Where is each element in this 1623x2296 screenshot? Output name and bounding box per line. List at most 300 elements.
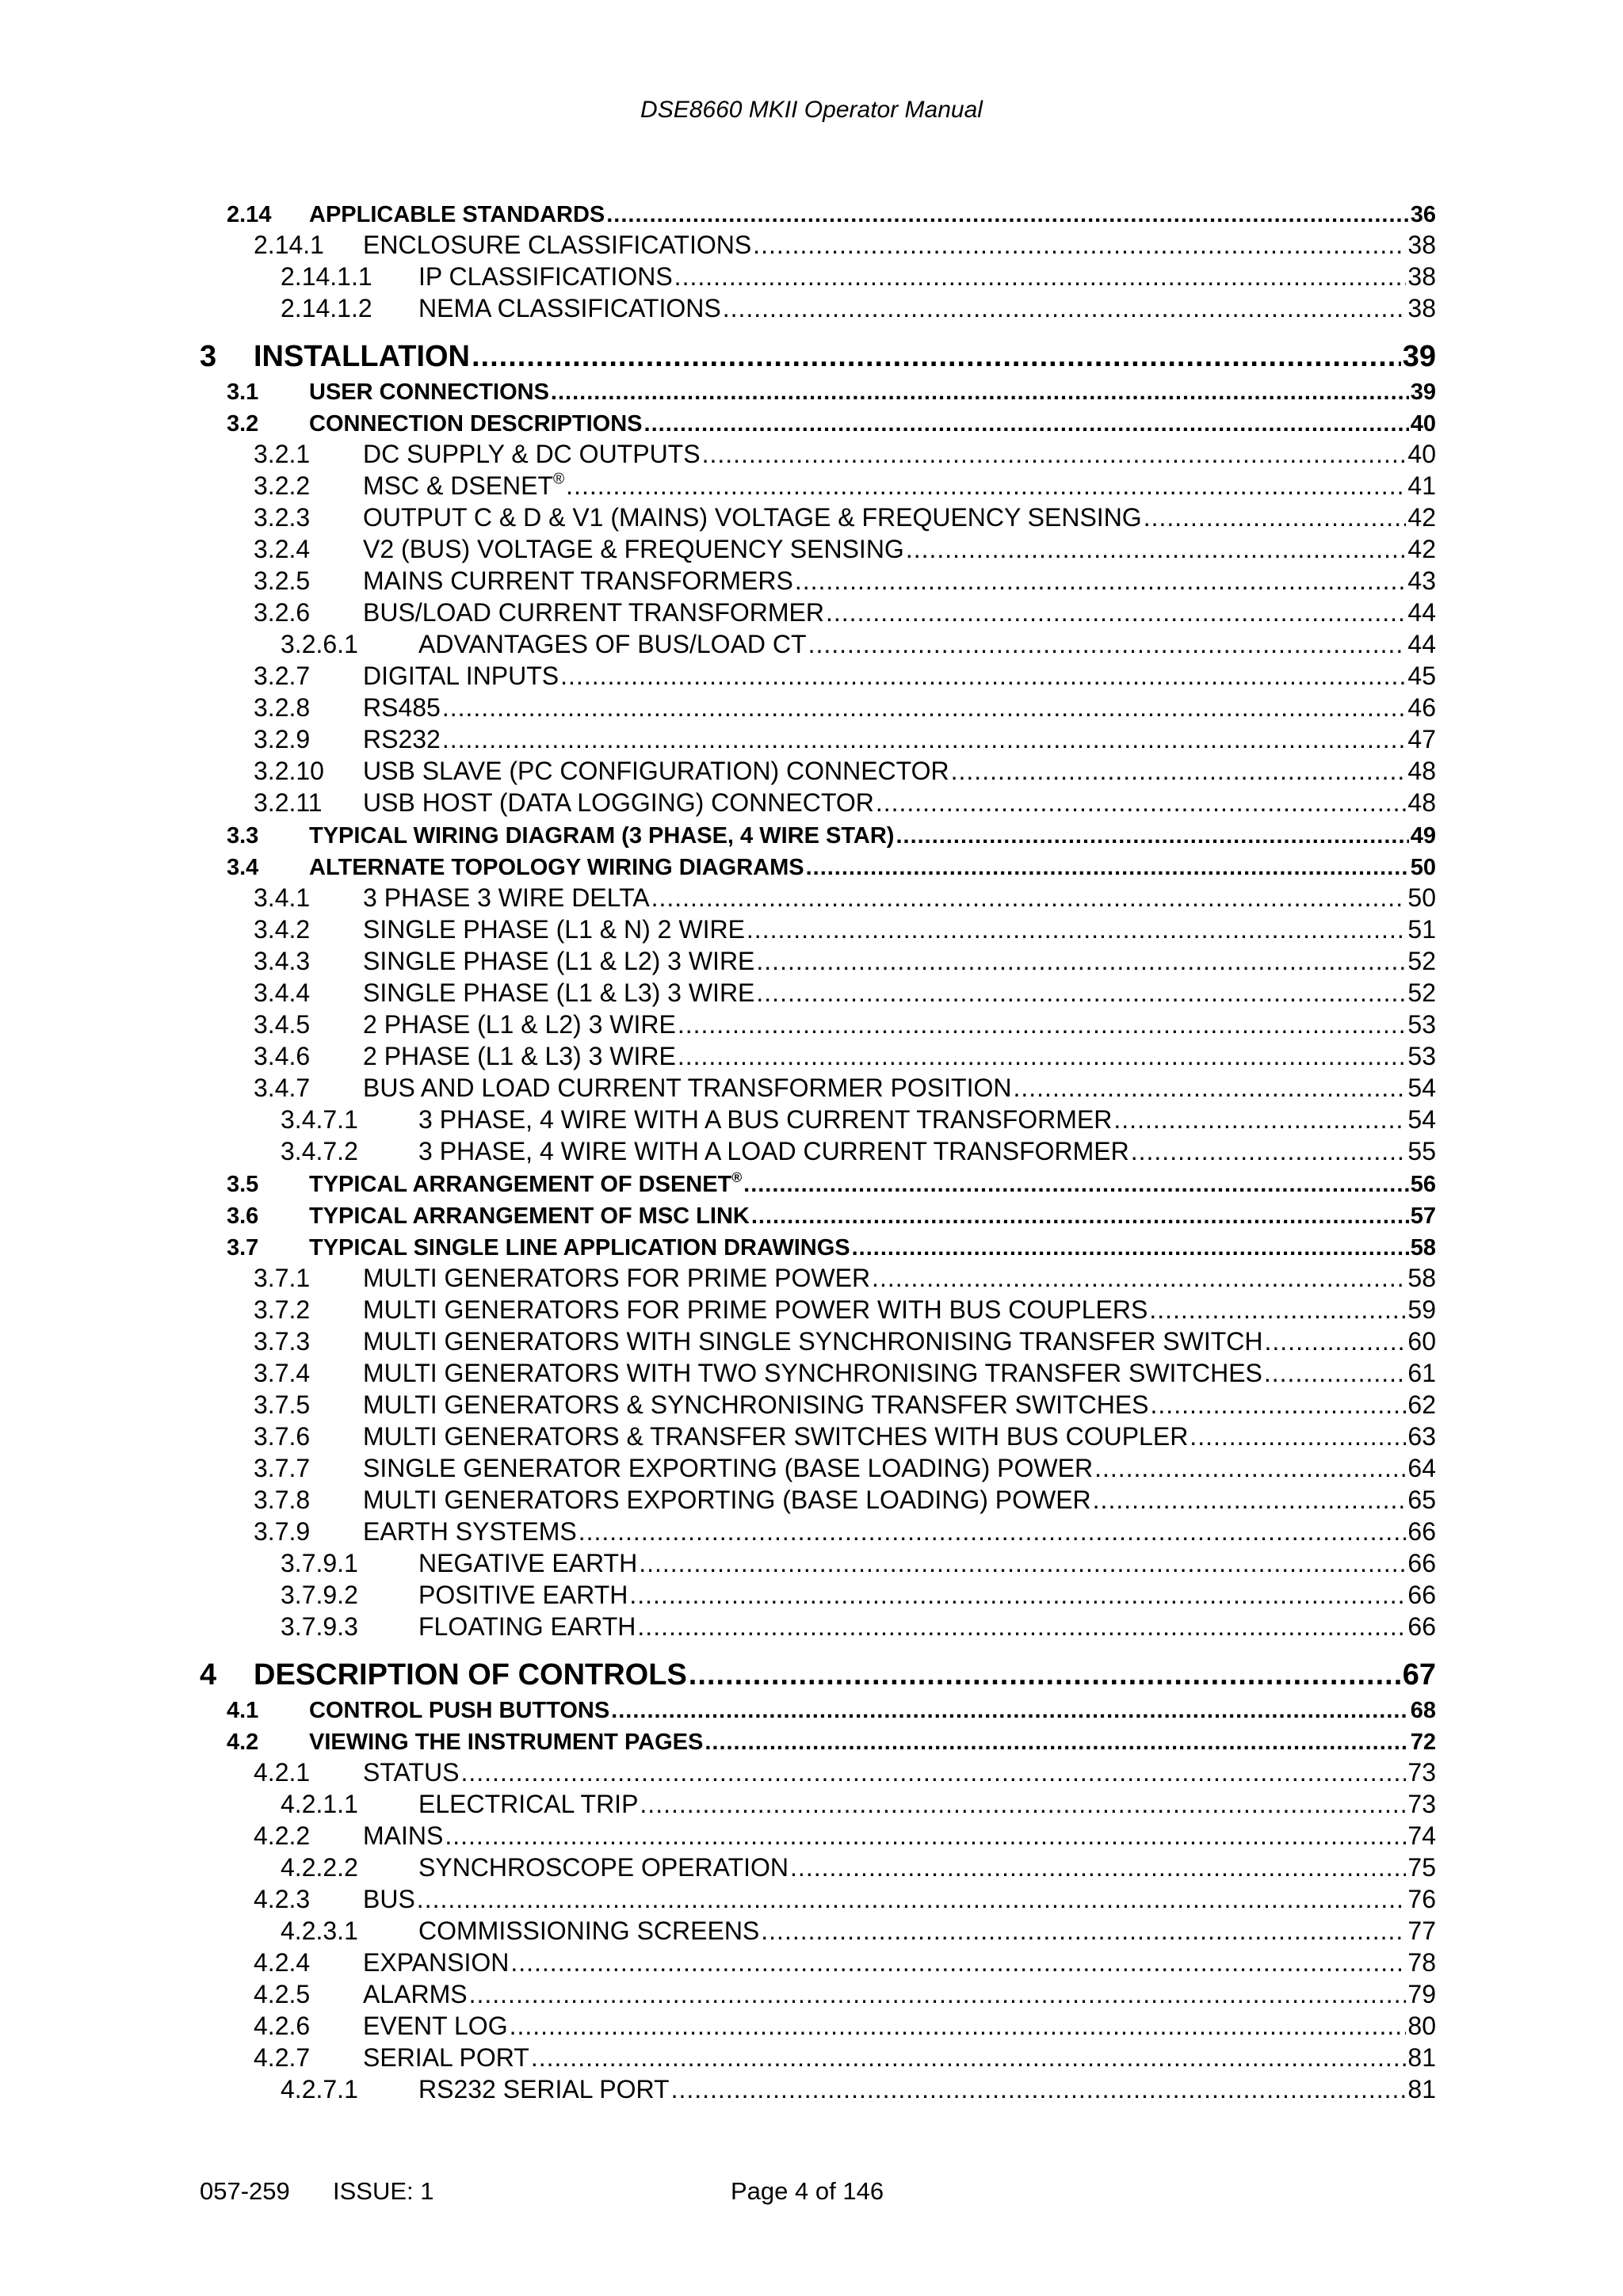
- toc-entry[interactable]: [0, 292, 1436, 323]
- toc-entry-page: 60: [1407, 1327, 1436, 1356]
- toc-entry-title-text: STATUS: [363, 1758, 460, 1787]
- toc-entry-title: [418, 294, 721, 323]
- toc-entry-title: [363, 788, 874, 818]
- toc-entry-title: [309, 1203, 750, 1230]
- toc-entry-title-text: 3 PHASE, 4 WIRE WITH A BUS CURRENT TRANSFORMER: [418, 1105, 1113, 1134]
- toc-entry-title: [363, 503, 1142, 532]
- toc-entry[interactable]: [0, 754, 1436, 786]
- toc-entry-title: [309, 1235, 850, 1261]
- toc-entry-page: 52: [1407, 947, 1436, 975]
- toc-entry-number: 3.1: [227, 379, 259, 405]
- toc-entry-title-text: TYPICAL WIRING DIAGRAM (3 PHASE, 4 WIRE STAR): [309, 823, 895, 849]
- dot-leader: [510, 2012, 1407, 2041]
- toc-entry-title: [363, 1074, 1011, 1103]
- toc-entry[interactable]: [0, 1547, 1436, 1578]
- dot-leader: [1013, 1074, 1406, 1103]
- toc-entry-page: 81: [1407, 2043, 1436, 2072]
- toc-entry[interactable]: [0, 532, 1436, 564]
- toc-entry-number: 3.4.2: [254, 915, 311, 944]
- toc-entry-page: 47: [1407, 725, 1436, 753]
- toc-entry-number: 3.2.5: [254, 566, 311, 595]
- toc-entry-number: 3.6: [227, 1203, 259, 1229]
- dot-leader: [1190, 1422, 1406, 1451]
- toc-entry[interactable]: [0, 406, 1436, 437]
- toc-entry-title: [418, 1581, 628, 1610]
- toc-entry-number: 2.14.1.2: [281, 294, 372, 322]
- dot-leader: [678, 1010, 1407, 1039]
- toc-entry-page: 59: [1407, 1295, 1436, 1324]
- toc-entry[interactable]: [0, 881, 1436, 913]
- footer-page-number: Page 4 of 146: [731, 2177, 884, 2205]
- toc-entry-title-text: SINGLE PHASE (L1 & L3) 3 WIRE: [363, 978, 755, 1007]
- toc-entry-title-text: EXPANSION: [363, 1948, 510, 1977]
- toc-entry-title: [363, 440, 701, 469]
- dot-leader: [611, 1698, 1409, 1724]
- toc-entry-number: 3.4.6: [254, 1042, 311, 1070]
- toc-entry-title-text: SINGLE PHASE (L1 & N) 2 WIRE: [363, 915, 745, 944]
- toc-entry-page: 65: [1407, 1486, 1436, 1514]
- toc-entry-number: 3.4.7: [254, 1074, 311, 1102]
- toc-entry-page: 73: [1407, 1758, 1436, 1787]
- toc-entry-title-text: DESCRIPTION OF CONTROLS: [254, 1658, 687, 1691]
- toc-entry-title-text: MSC & DSENET: [363, 471, 554, 500]
- toc-entry[interactable]: [0, 1882, 1436, 1914]
- dot-leader: [460, 1758, 1406, 1787]
- toc-entry-number: 3.2.3: [254, 503, 311, 532]
- toc-entry[interactable]: [0, 1166, 1436, 1198]
- toc-entry-title-text: DC SUPPLY & DC OUTPUTS: [363, 440, 701, 468]
- toc-entry[interactable]: [0, 1515, 1436, 1547]
- dot-leader: [753, 231, 1406, 260]
- toc-entry-title-text: TYPICAL ARRANGEMENT OF DSENET: [309, 1172, 732, 1197]
- dot-leader: [579, 1517, 1407, 1547]
- toc-entry-page: 62: [1407, 1390, 1436, 1419]
- dot-leader: [442, 725, 1407, 754]
- toc-entry[interactable]: [0, 723, 1436, 754]
- toc-entry-page: 50: [1407, 883, 1436, 912]
- toc-entry-number: 4.2.1.1: [281, 1790, 358, 1818]
- toc-entry-page: 67: [1402, 1658, 1436, 1691]
- toc-entry-title: [418, 1549, 637, 1578]
- toc-entry[interactable]: [0, 1787, 1436, 1819]
- toc-entry-page: 43: [1407, 566, 1436, 595]
- toc-entry-number: 3.2.6: [254, 598, 311, 627]
- toc-entry[interactable]: [0, 1610, 1436, 1642]
- toc-entry-number: 3.7: [227, 1235, 259, 1261]
- toc-entry[interactable]: [0, 786, 1436, 818]
- toc-entry-page: 40: [1407, 440, 1436, 468]
- toc-entry-number: 4.1: [227, 1698, 259, 1723]
- toc-entry-number: 3.4: [227, 855, 259, 880]
- toc-entry[interactable]: [0, 1293, 1436, 1325]
- toc-entry-number: 3.2.9: [254, 725, 311, 753]
- toc-entry-number: 3.4.7.2: [281, 1137, 358, 1165]
- toc-entry-number: 3.7.4: [254, 1359, 311, 1387]
- toc-entry[interactable]: [0, 437, 1436, 469]
- toc-entry-number: 2.14: [227, 202, 272, 227]
- toc-entry-title-text: POSITIVE EARTH: [418, 1581, 628, 1609]
- toc-entry-number: 4.2: [227, 1730, 259, 1755]
- toc-entry-title-text: APPLICABLE STANDARDS: [309, 202, 605, 227]
- toc-entry-title: [254, 340, 470, 374]
- dot-leader: [629, 1581, 1406, 1610]
- toc-entry-number: 3.7.9.3: [281, 1612, 358, 1641]
- dot-leader: [1151, 1390, 1407, 1420]
- toc-entry-title: [363, 978, 754, 1008]
- dot-leader: [872, 1264, 1406, 1293]
- dot-leader: [671, 2075, 1407, 2104]
- dot-leader: [1113, 1105, 1406, 1135]
- toc-entry-title-text: NEMA CLASSIFICATIONS: [418, 294, 721, 322]
- toc-entry-page: 45: [1407, 662, 1436, 690]
- toc-entry[interactable]: [0, 2009, 1436, 2041]
- toc-entry-page: 53: [1407, 1010, 1436, 1039]
- toc-entry[interactable]: [0, 260, 1436, 292]
- toc-entry[interactable]: [0, 1230, 1436, 1261]
- toc-entry-title-text: MULTI GENERATORS & SYNCHRONISING TRANSFER SWITCHES: [363, 1390, 1149, 1419]
- toc-entry-title-text: MULTI GENERATORS FOR PRIME POWER: [363, 1264, 871, 1292]
- toc-entry[interactable]: [0, 1692, 1436, 1724]
- dot-leader: [723, 294, 1407, 323]
- toc-entry[interactable]: [0, 2041, 1436, 2073]
- toc-entry[interactable]: [0, 913, 1436, 944]
- toc-entry-page: 41: [1407, 471, 1436, 500]
- toc-chapter[interactable]: [0, 334, 1436, 374]
- toc-entry-page: 58: [1410, 1235, 1436, 1261]
- toc-entry-title: [254, 1658, 687, 1692]
- toc-entry-number: 3.7.9.2: [281, 1581, 358, 1609]
- toc-entry-title: [363, 2012, 508, 2041]
- dot-leader: [531, 2043, 1407, 2073]
- toc-entry[interactable]: [0, 1483, 1436, 1515]
- toc-entry[interactable]: [0, 596, 1436, 627]
- toc-entry-number: 4.2.7.1: [281, 2075, 358, 2103]
- page-header: DSE8660 MKII Operator Manual: [640, 97, 983, 123]
- registered-trademark-mark: ®: [553, 471, 565, 488]
- toc-entry[interactable]: [0, 1420, 1436, 1451]
- toc-entry[interactable]: [0, 1008, 1436, 1039]
- toc-entry-title: [363, 1422, 1188, 1451]
- toc-entry-page: 58: [1407, 1264, 1436, 1292]
- toc-entry-page: 48: [1407, 788, 1436, 817]
- toc-entry-number: 3.3: [227, 823, 259, 849]
- toc-entry-title-text: MAINS: [363, 1821, 444, 1850]
- toc-entry-page: 77: [1407, 1917, 1436, 1945]
- toc-entry[interactable]: [0, 1388, 1436, 1420]
- toc-entry-number: 3.2.8: [254, 693, 311, 722]
- dot-leader: [551, 379, 1409, 406]
- toc-entry-title-text: 2 PHASE (L1 & L3) 3 WIRE: [363, 1042, 676, 1070]
- toc-entry-number: 3.7.2: [254, 1295, 311, 1324]
- toc-entry[interactable]: [0, 374, 1436, 406]
- toc-entry-number: 3.4.5: [254, 1010, 311, 1039]
- toc-entry-page: 54: [1407, 1074, 1436, 1102]
- toc-entry-number: 3.7.8: [254, 1486, 311, 1514]
- toc-entry-page: 76: [1407, 1885, 1436, 1913]
- toc-entry-page: 74: [1407, 1821, 1436, 1850]
- toc-entry-page: 73: [1407, 1790, 1436, 1818]
- toc-entry-title: [363, 947, 754, 976]
- toc-entry-number: 3.2.4: [254, 535, 311, 563]
- toc-entry-page: 68: [1410, 1698, 1436, 1723]
- toc-entry-page: 44: [1407, 598, 1436, 627]
- toc-entry-title: [363, 1295, 1148, 1325]
- toc-entry-title: [363, 883, 650, 913]
- toc-entry-title: [363, 1486, 1091, 1515]
- toc-entry[interactable]: [0, 1198, 1436, 1230]
- toc-entry-title-text: CONNECTION DESCRIPTIONS: [309, 411, 643, 437]
- toc-entry-page: 53: [1407, 1042, 1436, 1070]
- toc-entry-page: 63: [1407, 1422, 1436, 1451]
- toc-entry-page: 72: [1410, 1730, 1436, 1755]
- dot-leader: [417, 1885, 1407, 1914]
- toc-entry-title-text: BUS AND LOAD CURRENT TRANSFORMER POSITION: [363, 1074, 1012, 1102]
- toc-entry[interactable]: [0, 564, 1436, 596]
- toc-entry-title-text: SINGLE PHASE (L1 & L2) 3 WIRE: [363, 947, 755, 975]
- toc-entry-title-text: V2 (BUS) VOLTAGE & FREQUENCY SENSING: [363, 535, 904, 563]
- toc-entry-title-text: BUS: [363, 1885, 415, 1913]
- toc-entry[interactable]: [0, 818, 1436, 849]
- toc-entry-title: [309, 202, 605, 228]
- toc-entry-title-text: EVENT LOG: [363, 2012, 508, 2040]
- dot-leader: [808, 630, 1407, 659]
- dot-leader: [951, 757, 1407, 786]
- toc-entry-number: 3.7.7: [254, 1454, 311, 1482]
- toc-entry-number: 3.2.10: [254, 757, 324, 785]
- toc-entry-number: 4.2.6: [254, 2012, 311, 2040]
- toc-entry-number: 3.7.9.1: [281, 1549, 358, 1577]
- toc-entry-title: [418, 1853, 789, 1882]
- dot-leader: [756, 947, 1406, 976]
- toc-entry-title-text: ENCLOSURE CLASSIFICATIONS: [363, 231, 752, 259]
- toc-entry-title-text: ADVANTAGES OF BUS/LOAD CT: [418, 630, 807, 658]
- toc-entry-page: 75: [1407, 1853, 1436, 1882]
- toc-entry-title-text: 3 PHASE 3 WIRE DELTA: [363, 883, 650, 912]
- toc-entry[interactable]: [0, 1451, 1436, 1483]
- toc-entry-number: 3.7.6: [254, 1422, 311, 1451]
- toc-entry-number: 4.2.1: [254, 1758, 311, 1787]
- toc-entry-title: [309, 855, 804, 881]
- toc-entry[interactable]: [0, 1946, 1436, 1978]
- toc-entry-title: [363, 1010, 676, 1039]
- dot-leader: [674, 262, 1407, 292]
- toc-entry-page: 78: [1407, 1948, 1436, 1977]
- toc-entry-title-text: RS232: [363, 725, 441, 753]
- toc-entry-page: 50: [1410, 855, 1436, 880]
- toc-entry[interactable]: [0, 627, 1436, 659]
- toc-entry-number: 2.14.1: [254, 231, 324, 259]
- toc-entry[interactable]: [0, 1261, 1436, 1293]
- toc-entry[interactable]: [0, 501, 1436, 532]
- toc-entry-title: [363, 1948, 509, 1978]
- registered-trademark-mark: ®: [731, 1169, 743, 1185]
- dot-leader: [472, 340, 1401, 374]
- toc-entry-title-text: FLOATING EARTH: [418, 1612, 636, 1641]
- toc-entry-page: 66: [1407, 1612, 1436, 1641]
- toc-entry-page: 79: [1407, 1980, 1436, 2008]
- toc-entry-title: [309, 411, 643, 437]
- toc-entry-title-text: EARTH SYSTEMS: [363, 1517, 577, 1546]
- toc-entry-title: [363, 471, 564, 501]
- toc-entry[interactable]: [0, 1851, 1436, 1882]
- toc-entry-title: [363, 1980, 468, 2009]
- toc-entry[interactable]: [0, 1135, 1436, 1166]
- toc-entry-title-text: USB HOST (DATA LOGGING) CONNECTOR: [363, 788, 874, 817]
- toc-entry-title: [363, 1327, 1263, 1356]
- toc-entry-title: [363, 1885, 415, 1914]
- toc-entry-title-text: MULTI GENERATORS & TRANSFER SWITCHES WITH BUS COUPLER: [363, 1422, 1189, 1451]
- toc-entry[interactable]: [0, 1914, 1436, 1946]
- toc-entry-title-text: SINGLE GENERATOR EXPORTING (BASE LOADING) POWER: [363, 1454, 1094, 1482]
- toc-entry-title: [363, 1390, 1149, 1420]
- toc-entry-page: 52: [1407, 978, 1436, 1007]
- toc-entry-page: 54: [1407, 1105, 1436, 1134]
- toc-entry-number: 3.2: [227, 411, 259, 437]
- toc-entry-title: [363, 1821, 443, 1851]
- toc-entry-page: 56: [1410, 1172, 1436, 1197]
- toc-entry-title: [363, 693, 441, 723]
- toc-entry[interactable]: [0, 1103, 1436, 1135]
- toc-entry-title: [309, 1730, 703, 1756]
- toc-entry-title-text: MULTI GENERATORS FOR PRIME POWER WITH BUS COUPLERS: [363, 1295, 1148, 1324]
- toc-entry[interactable]: [0, 2073, 1436, 2104]
- toc-entry[interactable]: [0, 1356, 1436, 1388]
- toc-entry-title-text: USER CONNECTIONS: [309, 379, 549, 405]
- toc-entry-title: [418, 1612, 636, 1642]
- toc-entry-page: 39: [1402, 340, 1436, 373]
- toc-entry-title-text: MULTI GENERATORS WITH SINGLE SYNCHRONISING TRANSFER SWITCH: [363, 1327, 1263, 1356]
- dot-leader: [1094, 1454, 1406, 1483]
- toc-entry-number: 3.2.7: [254, 662, 311, 690]
- toc-entry-title-text: OUTPUT C & D & V1 (MAINS) VOLTAGE & FREQUENCY SENSING: [363, 503, 1142, 532]
- toc-entry[interactable]: [0, 1039, 1436, 1071]
- toc-entry-title: [363, 2043, 529, 2073]
- toc-entry-page: 38: [1407, 294, 1436, 322]
- toc-entry-title-text: MULTI GENERATORS EXPORTING (BASE LOADING) POWER: [363, 1486, 1091, 1514]
- toc-entry-page: 66: [1407, 1549, 1436, 1577]
- toc-entry-title-text: IP CLASSIFICATIONS: [418, 262, 673, 291]
- toc-entry[interactable]: [0, 1071, 1436, 1103]
- toc-entry-title: [309, 1169, 743, 1198]
- toc-entry-number: 3.7.1: [254, 1264, 311, 1292]
- toc-entry-page: 44: [1407, 630, 1436, 658]
- dot-leader: [826, 598, 1406, 627]
- toc-entry-title-text: SERIAL PORT: [363, 2043, 529, 2072]
- toc-entry-title: [418, 1137, 1129, 1166]
- toc-entry[interactable]: [0, 691, 1436, 723]
- dot-leader: [790, 1853, 1406, 1882]
- dot-leader: [639, 1549, 1406, 1578]
- toc-entry-number: 3.7.3: [254, 1327, 311, 1356]
- toc-entry-number: 3.2.11: [254, 788, 323, 817]
- toc-entry-title: [363, 566, 793, 596]
- toc-entry[interactable]: [0, 849, 1436, 881]
- toc-entry-title: [418, 1790, 638, 1819]
- dot-leader: [795, 566, 1407, 596]
- toc-entry-page: 39: [1410, 379, 1436, 405]
- dot-leader: [566, 471, 1406, 501]
- toc-entry-title-text: DIGITAL INPUTS: [363, 662, 559, 690]
- dot-leader: [761, 1917, 1406, 1946]
- toc-chapter[interactable]: [0, 1653, 1436, 1692]
- toc-entry[interactable]: [0, 1819, 1436, 1851]
- toc-entry-title-text: NEGATIVE EARTH: [418, 1549, 638, 1577]
- toc-entry[interactable]: [0, 469, 1436, 501]
- dot-leader: [640, 1790, 1406, 1819]
- dot-leader: [852, 1235, 1409, 1261]
- dot-leader: [678, 1042, 1407, 1071]
- toc-entry-title-text: MULTI GENERATORS WITH TWO SYNCHRONISING TRANSFER SWITCHES: [363, 1359, 1262, 1387]
- footer-issue: ISSUE: 1: [333, 2177, 434, 2205]
- toc-entry-title-text: SYNCHROSCOPE OPERATION: [418, 1853, 789, 1882]
- toc-entry-title: [418, 2075, 670, 2104]
- toc-entry-title: [418, 1105, 1112, 1135]
- toc-entry[interactable]: [0, 1724, 1436, 1756]
- toc-entry-title: [363, 1758, 459, 1787]
- toc-entry[interactable]: [0, 1978, 1436, 2009]
- toc-entry-title: [418, 1917, 759, 1946]
- toc-entry-page: 36: [1410, 202, 1436, 227]
- toc-entry-number: 3.4.1: [254, 883, 311, 912]
- toc-entry-title-text: RS485: [363, 693, 441, 722]
- toc-entry[interactable]: [0, 659, 1436, 691]
- dot-leader: [806, 855, 1409, 881]
- toc-entry[interactable]: [0, 1756, 1436, 1787]
- toc-entry-number: 3.2.1: [254, 440, 311, 468]
- toc-entry-title: [363, 915, 745, 944]
- toc-entry-title-text: MAINS CURRENT TRANSFORMERS: [363, 566, 793, 595]
- dot-leader: [743, 1172, 1409, 1198]
- toc-entry-page: 61: [1407, 1359, 1436, 1387]
- toc-entry-number: 4.2.3.1: [281, 1917, 358, 1945]
- toc-entry-page: 38: [1407, 262, 1436, 291]
- toc-entry-title-text: COMMISSIONING SCREENS: [418, 1917, 760, 1945]
- toc-entry-title: [363, 598, 824, 627]
- toc-entry[interactable]: [0, 1325, 1436, 1356]
- toc-entry[interactable]: [0, 1578, 1436, 1610]
- dot-leader: [689, 1658, 1401, 1692]
- toc-entry-title-text: TYPICAL SINGLE LINE APPLICATION DRAWINGS: [309, 1235, 850, 1261]
- dot-leader: [637, 1612, 1406, 1642]
- dot-leader: [702, 440, 1407, 469]
- toc-entry[interactable]: [0, 944, 1436, 976]
- toc-entry[interactable]: [0, 196, 1436, 228]
- toc-entry-title: [363, 231, 751, 260]
- toc-entry-page: 38: [1407, 231, 1436, 259]
- toc-entry-page: 55: [1407, 1137, 1436, 1165]
- toc-entry-title: [363, 535, 904, 564]
- toc-entry-number: 4.2.2.2: [281, 1853, 358, 1882]
- toc-entry-page: 42: [1407, 535, 1436, 563]
- toc-entry-title-text: TYPICAL ARRANGEMENT OF MSC LINK: [309, 1203, 750, 1229]
- toc-entry-title: [309, 823, 894, 849]
- toc-entry-title: [309, 1698, 609, 1724]
- toc-entry-page: 66: [1407, 1517, 1436, 1546]
- toc-entry[interactable]: [0, 976, 1436, 1008]
- toc-entry-page: 49: [1410, 823, 1436, 849]
- toc-entry-page: 51: [1407, 915, 1436, 944]
- footer-doc-number: 057-259: [200, 2177, 290, 2205]
- toc-entry-number: 4.2.3: [254, 1885, 311, 1913]
- toc-entry-number: 3.4.7.1: [281, 1105, 358, 1134]
- dot-leader: [1144, 503, 1407, 532]
- toc-entry-title: [363, 1359, 1262, 1388]
- dot-leader: [644, 411, 1409, 437]
- dot-leader: [1264, 1359, 1407, 1388]
- dot-leader: [1093, 1486, 1407, 1515]
- toc-entry[interactable]: [0, 228, 1436, 260]
- toc-entry-title-text: USB SLAVE (PC CONFIGURATION) CONNECTOR: [363, 757, 949, 785]
